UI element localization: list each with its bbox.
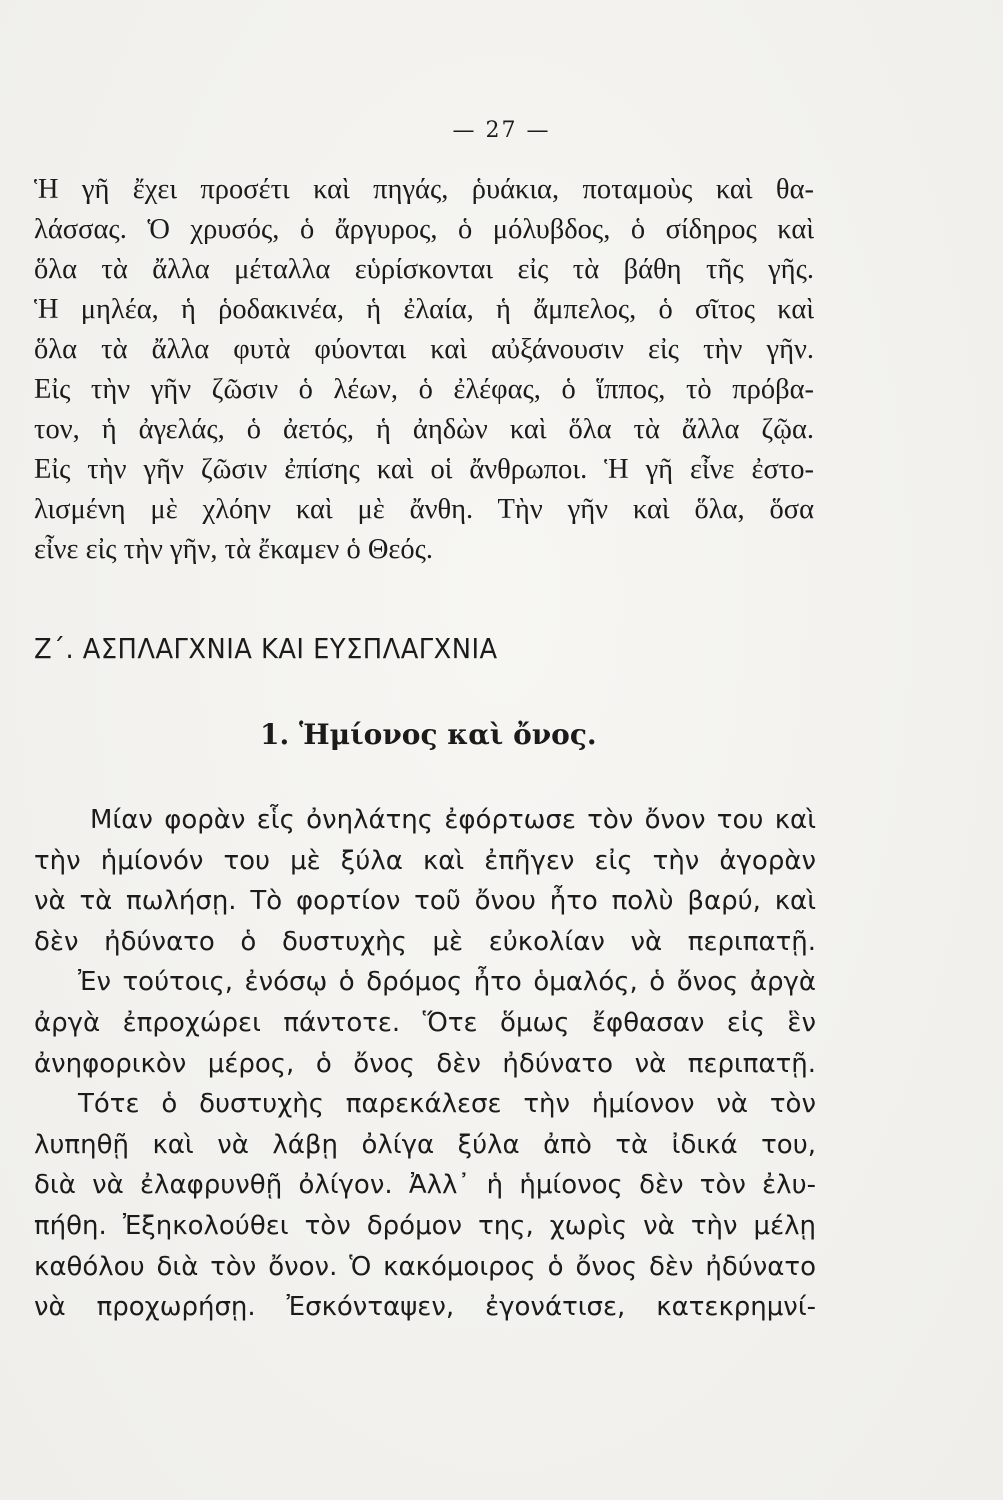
text-line: λυπηθῇ καὶ νὰ λάβῃ ὀλίγα ξύλα ἀπὸ τὰ ἰδικά του, — [34, 1129, 816, 1160]
story-title: 1. Ἡμίονος καὶ ὄνος. — [260, 718, 597, 751]
text-line: Ἡ γῆ ἔχει προσέτι καὶ πηγάς, ῥυάκια, ποταμοὺς καὶ θα- — [34, 174, 814, 205]
text-line: λάσσας. Ὁ χρυσός, ὁ ἄργυρος, ὁ μόλυβδος, ὁ σίδηρος καὶ — [34, 214, 814, 245]
paragraph-story — [34, 800, 816, 1328]
text-line: νὰ προχωρήσῃ. Ἐσκόνταψεν, ἐγονάτισε, κατεκρημνί- — [34, 1292, 816, 1323]
text-line: Τότε ὁ δυστυχὴς παρεκάλεσε τὴν ἡμίονον νὰ τὸν — [78, 1089, 816, 1120]
text-line: ὅλα τὰ ἄλλα μέταλλα εὑρίσκονται εἰς τὰ βάθη τῆς γῆς. — [34, 254, 814, 285]
text-line: Εἰς τὴν γῆν ζῶσιν ὁ λέων, ὁ ἐλέφας, ὁ ἵππος, τὸ πρόβα- — [34, 374, 814, 405]
text-line: Ἐν τούτοις, ἐνόσῳ ὁ δρόμος ἦτο ὁμαλός, ὁ ὄνος ἀργὰ — [78, 967, 816, 998]
paragraph-earth — [34, 170, 814, 570]
page-number: — 27 — — [452, 118, 551, 143]
text-line: πήθη. Ἐξηκολούθει τὸν δρόμον της, χωρὶς νὰ τὴν μέλῃ — [34, 1210, 816, 1241]
text-line: Μίαν φορὰν εἷς ὀνηλάτης ἐφόρτωσε τὸν ὄνον του καὶ — [90, 805, 816, 835]
text-line: Εἰς τὴν γῆν ζῶσιν ἐπίσης καὶ οἱ ἄνθρωποι. Ἡ γῆ εἶνε ἐστο- — [34, 454, 814, 485]
text-line: δὲν ἠδύνατο ὁ δυστυχὴς μὲ εὐκολίαν νὰ περιπατῇ. — [34, 926, 816, 957]
text-line: Ἡ μηλέα, ἡ ῥοδακινέα, ἡ ἐλαία, ἡ ἄμπελος, ὁ σῖτος καὶ — [34, 294, 814, 325]
text-line: ἀργὰ ἐπροχώρει πάντοτε. Ὅτε ὅμως ἔφθασαν εἰς ἓν — [34, 1007, 816, 1038]
text-line: καθόλου διὰ τὸν ὄνον. Ὁ κακόμοιρος ὁ ὄνος δὲν ἠδύνατο — [34, 1251, 816, 1282]
text-line: εἶνε εἰς τὴν γῆν, τὰ ἔκαμεν ὁ Θεός. — [34, 534, 434, 565]
chapter-heading: Ζ΄. ΑΣΠΛΑΓΧΝΙΑ ΚΑΙ ΕΥΣΠΛΑΓΧΝΙΑ — [34, 632, 498, 665]
text-line: λισμένη μὲ χλόην καὶ μὲ ἄνθη. Τὴν γῆν καὶ ὅλα, ὅσα — [34, 494, 814, 525]
text-line: νὰ τὰ πωλήσῃ. Τὸ φορτίον τοῦ ὄνου ἦτο πολὺ βαρύ, καὶ — [34, 886, 816, 917]
text-line: τὴν ἡμίονόν του μὲ ξύλα καὶ ἐπῆγεν εἰς τὴν ἀγορὰν — [34, 845, 816, 876]
text-line: ἀνηφορικὸν μέρος, ὁ ὄνος δὲν ἠδύνατο νὰ περιπατῇ. — [34, 1048, 816, 1079]
text-line: ὅλα τὰ ἄλλα φυτὰ φύονται καὶ αὐξάνουσιν εἰς τὴν γῆν. — [34, 334, 814, 365]
text-line: διὰ νὰ ἐλαφρυνθῇ ὀλίγον. Ἀλλ᾽ ἡ ἡμίονος δὲν τὸν ἐλυ- — [34, 1170, 816, 1201]
text-line: τον, ἡ ἀγελάς, ὁ ἀετός, ἡ ἀηδὼν καὶ ὅλα τὰ ἄλλα ζῷα. — [34, 414, 814, 445]
